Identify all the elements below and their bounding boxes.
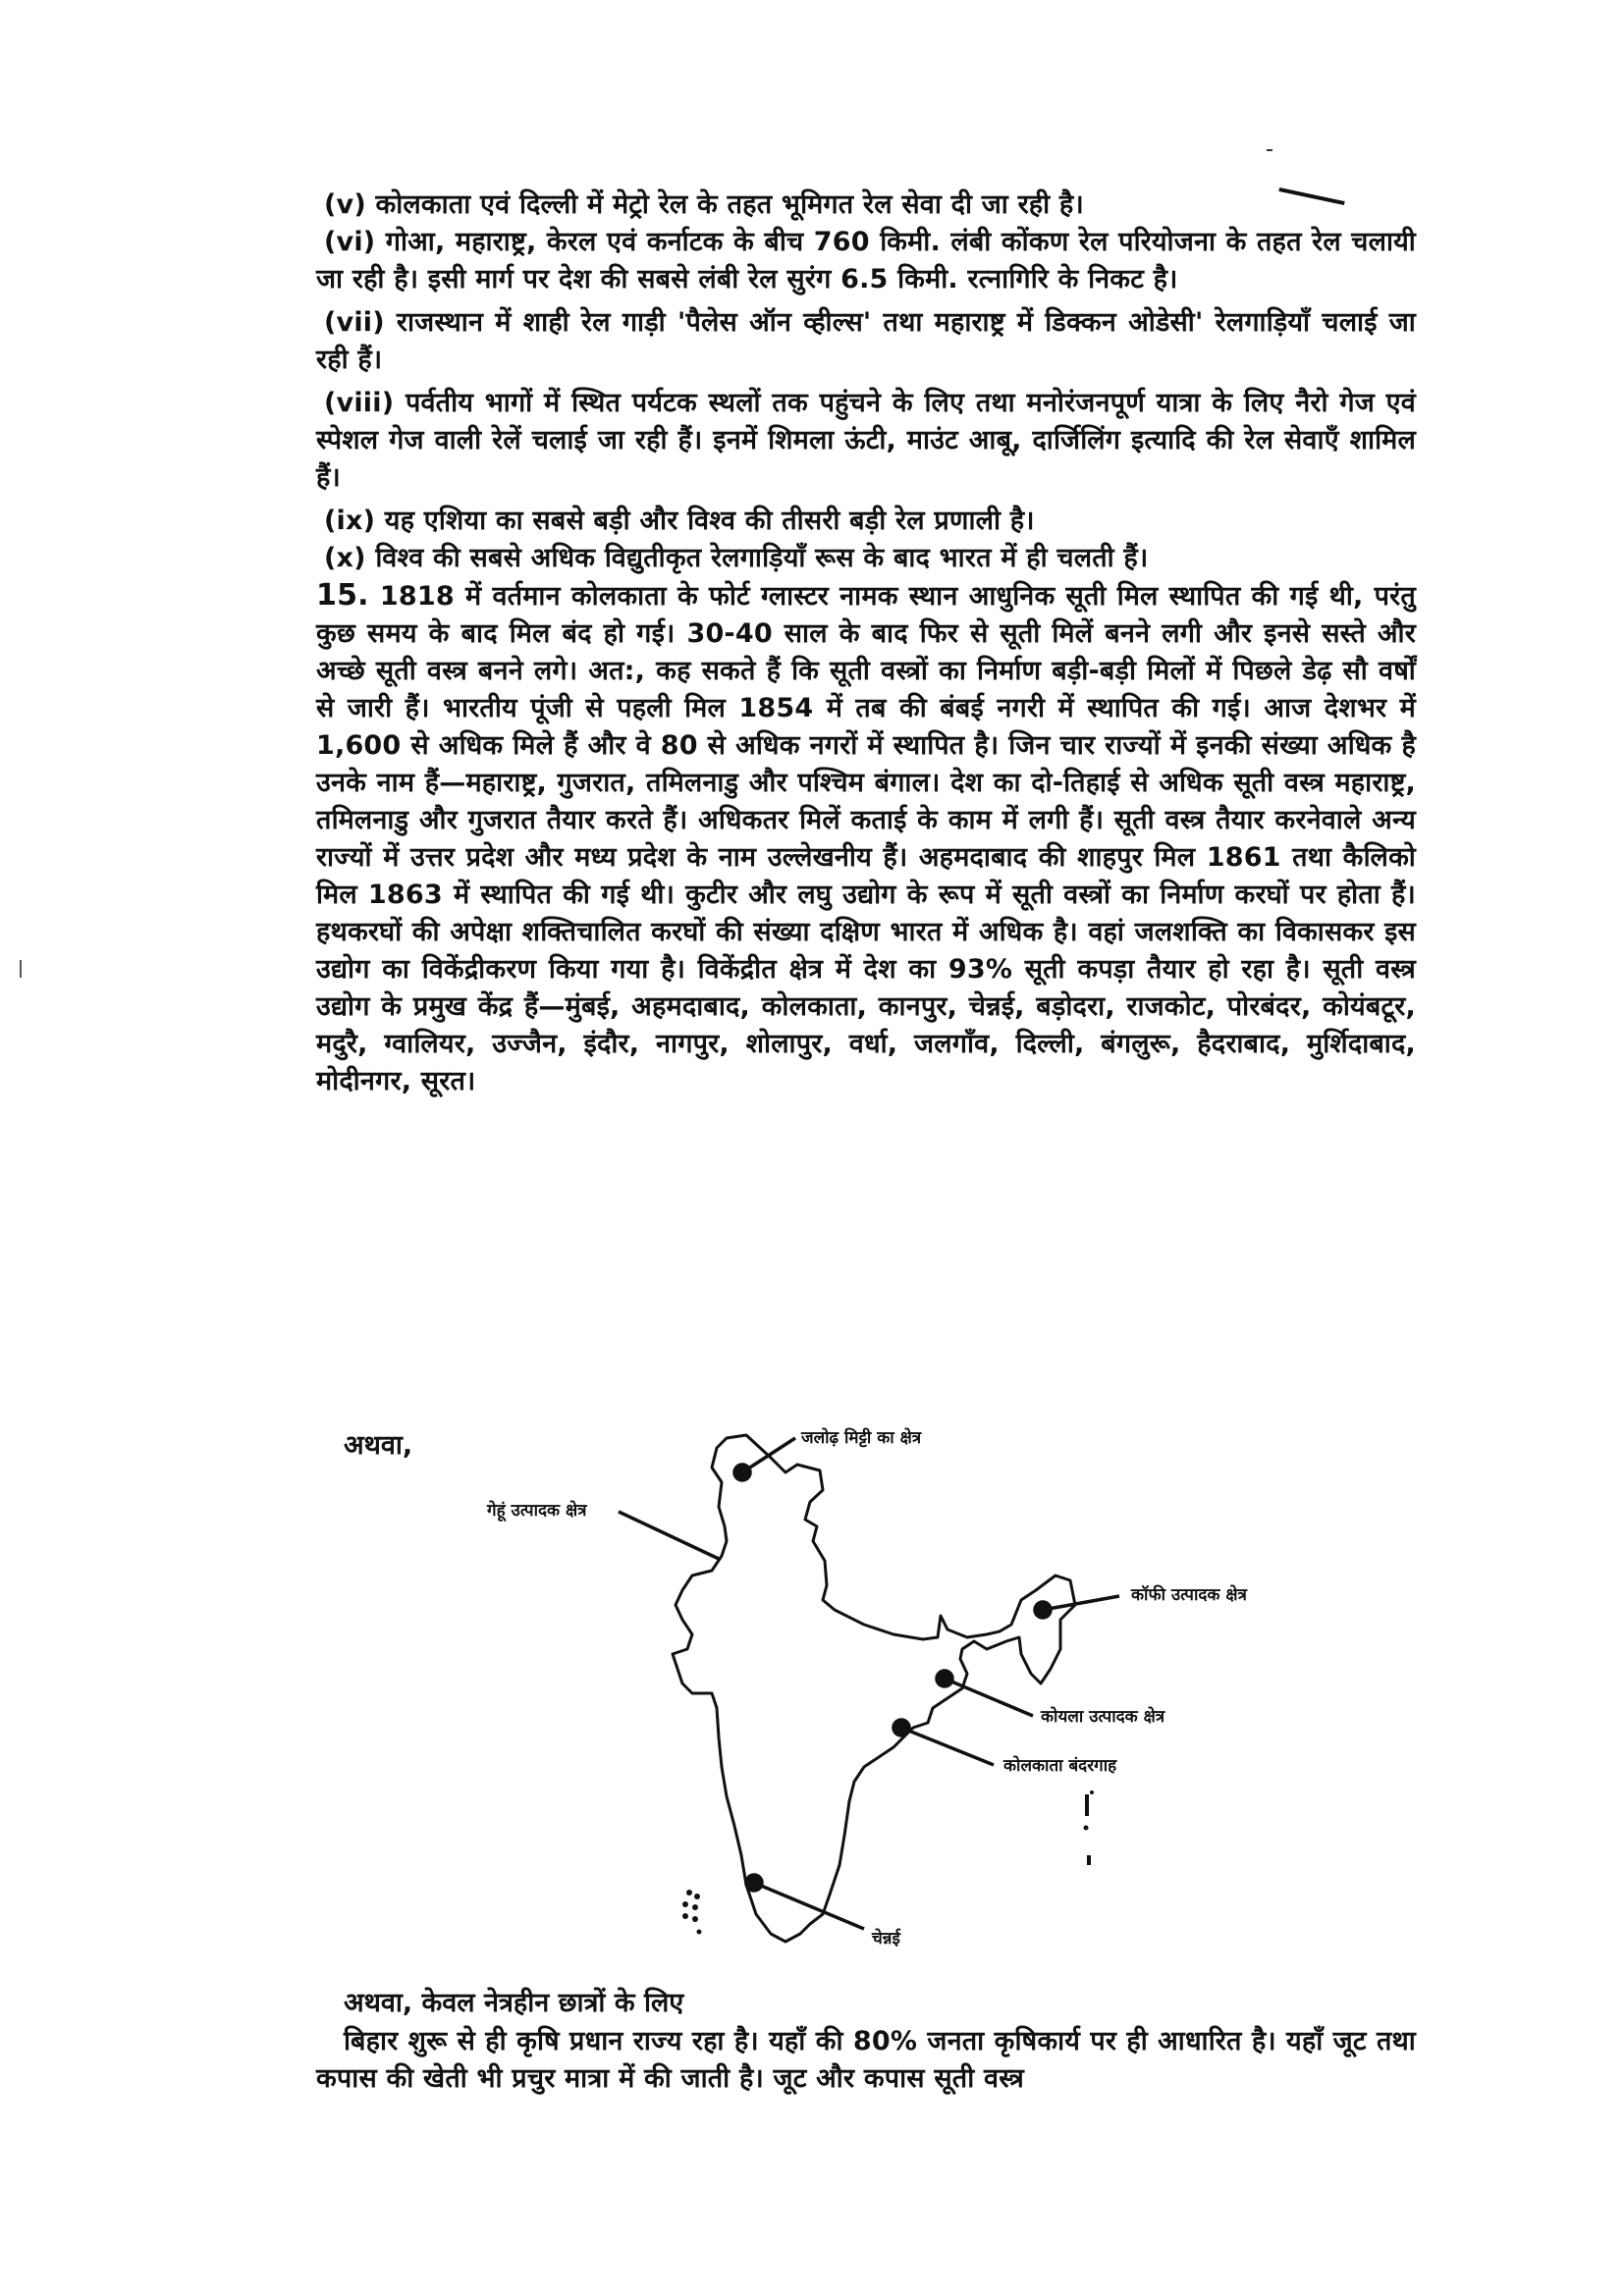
point-number: (v)	[324, 189, 366, 220]
point-ix	[316, 503, 1416, 540]
margin-mark	[20, 960, 22, 978]
point-vi	[316, 224, 1416, 298]
or-label: अथवा,	[344, 1430, 413, 1461]
point-text: कोलकाता एवं दिल्ली में मेट्रो रेल के तहत भूमिगत रेल सेवा दी जा रही है।	[375, 189, 1084, 220]
label-coal-region: कोयला उत्पादक क्षेत्र	[1041, 1707, 1165, 1727]
point-x	[316, 540, 1416, 577]
point-number: (vii)	[324, 307, 385, 338]
point-vii	[316, 304, 1416, 379]
scan-mark	[1267, 149, 1272, 151]
point-text: यह एशिया का सबसे बड़ी और विश्व की तीसरी बड़ी रेल प्रणाली है।	[384, 506, 1035, 536]
point-number: (x)	[324, 543, 366, 573]
point-text: राजस्थान में शाही रेल गाड़ी 'पैलेस ऑन व्हील्स' तथा महाराष्ट्र में डिक्कन ओडेसी' रेलगाड़ियाँ चलाई जा रही हैं।	[316, 307, 1416, 375]
question-number: 15.	[316, 578, 369, 613]
section-text: बिहार शुरू से ही कृषि प्रधान राज्य रहा है। यहाँ की 80% जनता कृषिकार्य पर ही आधारित है। यहाँ जूट तथा कपास की खेती भी प्रचुर मात्रा में की जाती है। जूट और कपास सूती वस्त्र	[316, 2026, 1416, 2094]
blind-students-section	[316, 1983, 1416, 2098]
label-wheat-region: गेहूं उत्पादक क्षेत्र	[487, 1501, 587, 1521]
point-number: (ix)	[324, 506, 376, 536]
india-map-figure	[432, 1414, 1355, 1983]
point-text: गोआ, महाराष्ट्र, केरल एवं कर्नाटक के बीच 760 किमी. लंबी कोंकण रेल परियोजना के तहत रेल चलायी जा रही है। इसी मार्ग पर देश की सबसे लंबी रेल सुरंग 6.5 किमी. रत्नागिरि के निकट है।	[316, 227, 1416, 294]
question-15-answer	[316, 577, 1416, 1100]
label-chennai: चेन्नई	[872, 1929, 900, 1949]
point-number: (vi)	[324, 227, 376, 257]
point-viii	[316, 385, 1416, 497]
question-answer-text: 1818 में वर्तमान कोलकाता के फोर्ट ग्लास्टर नामक स्थान आधुनिक सूती मिल स्थापित की गई थी, परंतु कुछ समय के बाद मिल बंद हो गई। 30-40 साल के बाद फिर से सूती मिलें बनने लगी और इनसे सस्ते और अच्छे सूती वस्त्र बनने लगे। अत:, कह सकते हैं कि सूती वस्त्रों का निर्माण बड़ी-बड़ी मिलों में पिछले डेढ़ सौ वर्षों से जारी हैं। भारतीय पूंजी से पहली मिल 1854 में तब की बंबई नगरी में स्थापित की गई। आज देशभर में 1,600 से अधिक मिले हैं और वे 80 से अधिक नगरों में स्थापित है। जिन चार राज्यों में इनकी संख्या अधिक है उनके नाम हैं—महाराष्ट्र, गुजरात, तमिलनाडु और पश्चिम बंगाल। देश का दो-तिहाई से अधिक सूती वस्त्र महाराष्ट्र, तमिलनाडु और गुजरात तैयार करते हैं। अधिकतर मिलें कताई के काम में लगी हैं। सूती वस्त्र तैयार करनेवाले अन्य राज्यों में उत्तर प्रदेश और मध्य प्रदेश के नाम उल्लेखनीय हैं। अहमदाबाद की शाहपुर मिल 1861 तथा कैलिको मिल 1863 में स्थापित की गई थी। कुटीर और लघु उद्योग के रूप में सूती वस्त्रों का निर्माण करघों पर होता हैं। हथकरघों की अपेक्षा शक्तिचालित करघों की संख्या दक्षिण भारत में अधिक है। वहां जलशक्ति का विकासकर इस उद्योग का विकेंद्रीकरण किया गया है। विकेंद्रीत क्षेत्र में देश का 93% सूती कपड़ा तैयार हो रहा है। सूती वस्त्र उद्योग के प्रमुख केंद्र हैं—मुंबई, अहमदाबाद, कोलकाता, कानपुर, चेन्नई, बड़ोदरा, राजकोट, पोरबंदर, कोयंबटूर, मदुरै, ग्वालियर, उज्जैन, इंदौर, नागपुर, शोलापुर, वर्धा, जलगाँव, दिल्ली, बंगलुरू, हैदराबाद, मुर्शिदाबाद, मोदीनगर, सूरत।	[316, 581, 1416, 1096]
point-number: (viii)	[324, 388, 395, 418]
point-text: पर्वतीय भागों में स्थित पर्यटक स्थलों तक पहुंचने के लिए तथा मनोरंजनपूर्ण यात्रा के लिए नैरो गेज एवं स्पेशल गेज वाली रेलें चलाई जा रही हैं। इनमें शिमला ऊंटी, माउंट आबू, दार्जिलिंग इत्यादि की रेल सेवाएँ शामिल हैं।	[316, 388, 1416, 493]
document-body	[316, 187, 1416, 1100]
label-alluvial-soil: जलोढ़ मिट्टी का क्षेत्र	[801, 1428, 922, 1448]
label-kolkata-port: कोलकाता बंदरगाह	[1003, 1756, 1117, 1776]
section-heading: अथवा, केवल नेत्रहीन छात्रों के लिए	[344, 1988, 684, 2018]
point-v	[316, 187, 1416, 224]
point-text: विश्व की सबसे अधिक विद्युतीकृत रेलगाड़ियाँ रूस के बाद भारत में ही चलती हैं।	[375, 543, 1149, 573]
label-coffee-region: कॉफी उत्पादक क्षेत्र	[1131, 1585, 1247, 1605]
